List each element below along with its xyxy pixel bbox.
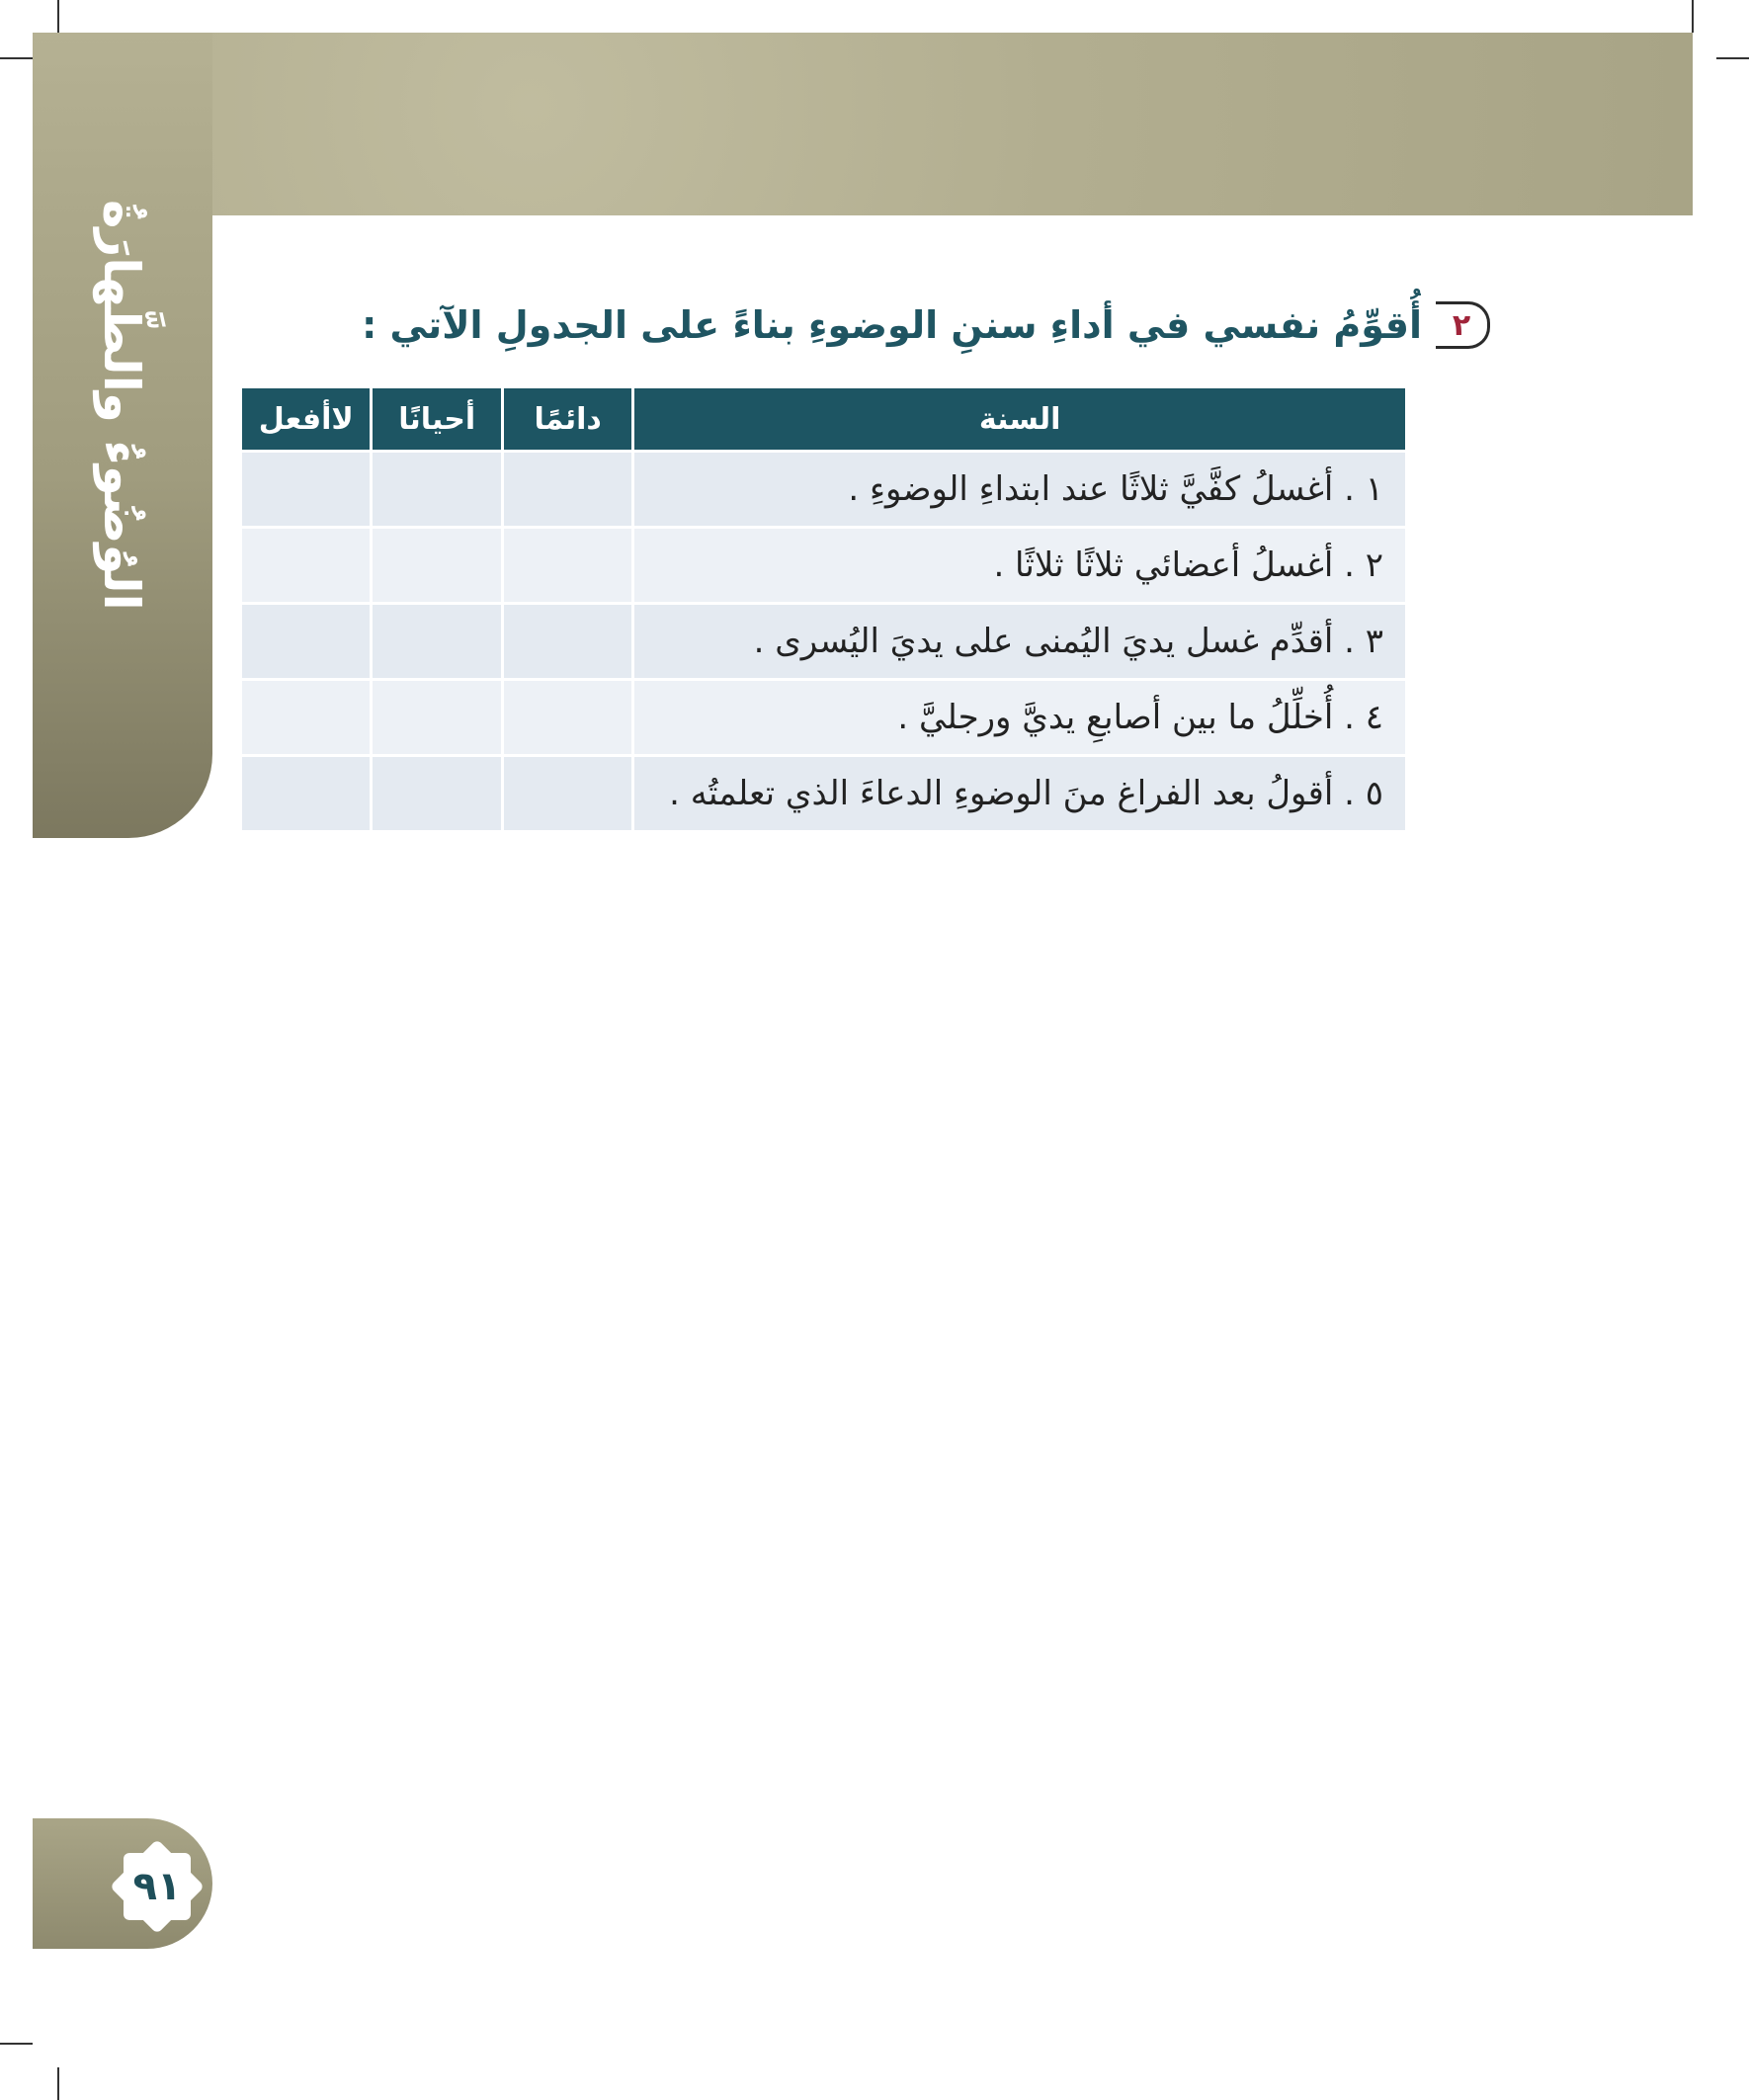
check-cell-sometimes[interactable]: [373, 453, 500, 526]
sunna-text: ٢ . أغسلُ أعضائي ثلاثًا ثلاثًا .: [634, 529, 1405, 602]
header-never: لاأفعل: [242, 388, 370, 450]
page-number: ٩١: [132, 1864, 182, 1909]
crop-mark: [1692, 0, 1694, 33]
table-row: [242, 681, 1405, 754]
sunna-text: ٤ . أُخلِّلُ ما بين أصابعِ يديَّ ورجليَّ .: [634, 681, 1405, 754]
question-text: أُقوِّمُ نفسي في أداءِ سننِ الوضوءِ بناءً على الجدولِ الآتي :: [362, 303, 1422, 347]
chapter-title: الوُضُوءُ والطَّهارَةُ: [93, 200, 150, 611]
sunan-table: [239, 385, 1408, 833]
crop-mark: [57, 2067, 59, 2100]
sunna-text: ٣ . أقدِّم غسل يديَ اليُمنى على يديَ اليُسرى .: [634, 605, 1405, 678]
check-cell-always[interactable]: [504, 605, 631, 678]
crop-mark: [0, 2043, 33, 2045]
check-cell-sometimes[interactable]: [373, 681, 500, 754]
header-always: دائمًا: [504, 388, 631, 450]
question: [362, 301, 1490, 349]
check-cell-never[interactable]: [242, 757, 370, 830]
table-row: [242, 605, 1405, 678]
table-row: [242, 757, 1405, 830]
check-cell-always[interactable]: [504, 681, 631, 754]
crop-mark: [0, 57, 33, 59]
table-row: [242, 453, 1405, 526]
check-cell-always[interactable]: [504, 453, 631, 526]
check-cell-always[interactable]: [504, 529, 631, 602]
sunna-text: ١ . أغسلُ كفَّيَّ ثلاثًا عند ابتداءِ الوضوءِ .: [634, 453, 1405, 526]
header-sometimes: أحيانًا: [373, 388, 500, 450]
check-cell-sometimes[interactable]: [373, 605, 500, 678]
check-cell-always[interactable]: [504, 757, 631, 830]
header-sunna: السنة: [634, 388, 1405, 450]
header-band: [33, 33, 1693, 215]
check-cell-never[interactable]: [242, 681, 370, 754]
check-cell-never[interactable]: [242, 453, 370, 526]
sunna-text: ٥ . أقولُ بعد الفراغ منَ الوضوءِ الدعاءَ الذي تعلمتُه .: [634, 757, 1405, 830]
table-row: [242, 529, 1405, 602]
check-cell-never[interactable]: [242, 605, 370, 678]
check-cell-sometimes[interactable]: [373, 757, 500, 830]
crop-mark: [1716, 57, 1749, 59]
table-header-row: [242, 388, 1405, 450]
check-cell-sometimes[interactable]: [373, 529, 500, 602]
question-number: ٢: [1436, 301, 1490, 349]
check-cell-never[interactable]: [242, 529, 370, 602]
crop-mark: [57, 0, 59, 33]
